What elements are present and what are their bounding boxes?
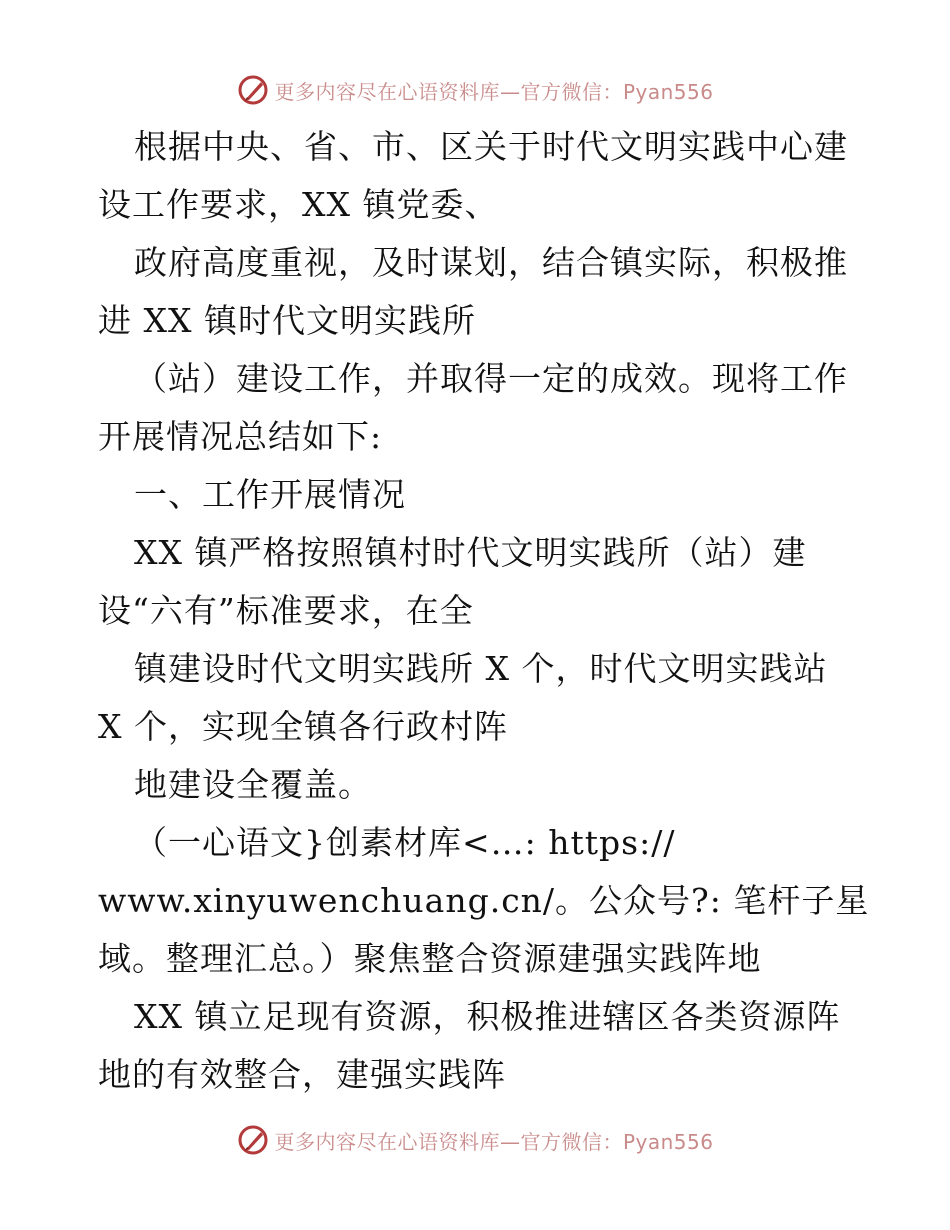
text-line: X 个，实现全镇各行政村阵: [98, 707, 508, 746]
text-line: 域。整理汇总。）聚焦整合资源建强实践阵地: [98, 939, 762, 978]
text-line: XX 镇立足现有资源，积极推进辖区各类资源阵: [134, 997, 841, 1036]
header-watermark-text: 更多内容尽在心语资料库—官方微信：Pyan556: [274, 79, 714, 104]
text-line: 进 XX 镇时代文明实践所: [98, 301, 476, 340]
document-body: [98, 118, 870, 1104]
quill-logo-icon: [236, 1123, 270, 1157]
text-line: 开展情况总结如下:: [98, 417, 383, 456]
text-line: 设工作要求，XX 镇党委、: [98, 185, 499, 224]
header-watermark-banner: [0, 70, 950, 110]
text-line: 政府高度重视，及时谋划，结合镇实际，积极推: [134, 243, 848, 282]
text-line: 地的有效整合，建强实践阵: [98, 1055, 506, 1094]
text-line: XX 镇严格按照镇村时代文明实践所（站）建: [134, 533, 807, 572]
text-line: （站）建设工作，并取得一定的成效。现将工作: [134, 359, 848, 398]
text-line: 一、工作开展情况: [134, 475, 406, 514]
text-line: 地建设全覆盖。: [134, 765, 372, 804]
footer-watermark-banner: [0, 1120, 950, 1160]
text-line: 镇建设时代文明实践所 X 个，时代文明实践站: [134, 649, 828, 688]
footer-watermark-text: 更多内容尽在心语资料库—官方微信：Pyan556: [274, 1129, 714, 1154]
text-line: www.xinyuwenchuang.cn/。公众号?: 笔杆子星: [98, 881, 870, 920]
text-line: 设“六有”标准要求，在全: [98, 591, 474, 630]
text-line: 根据中央、省、市、区关于时代文明实践中心建: [134, 127, 848, 166]
quill-logo-icon: [236, 73, 270, 107]
text-line: （一心语文}创素材库<…: https://: [134, 823, 676, 862]
